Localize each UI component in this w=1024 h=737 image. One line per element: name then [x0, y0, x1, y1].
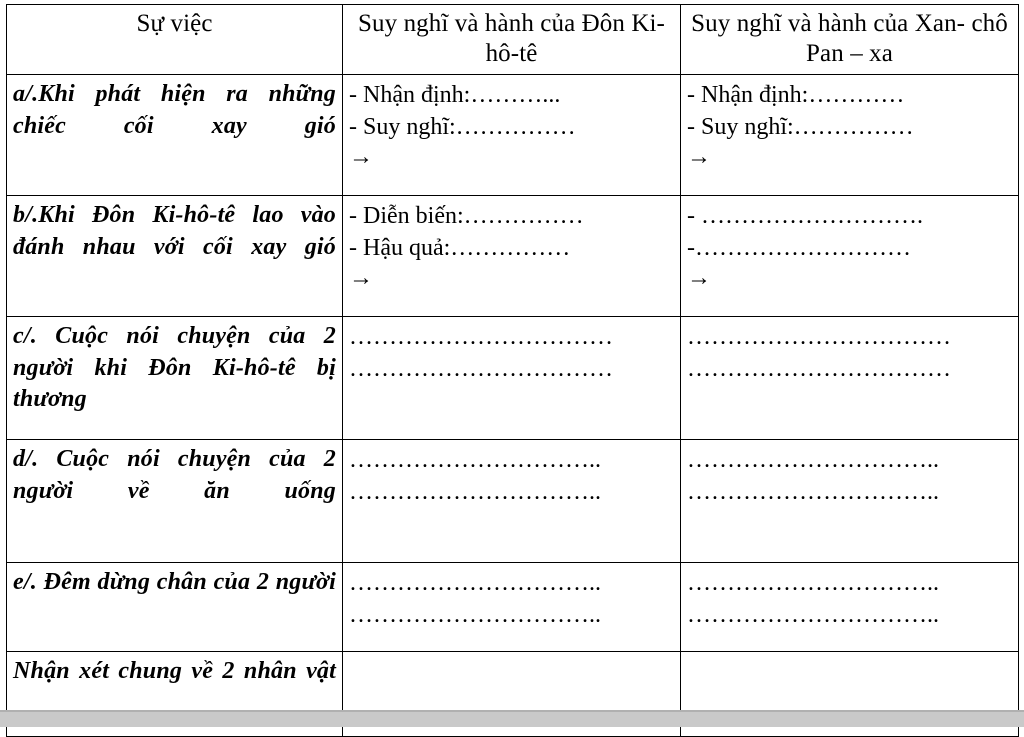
answer-cell-c-don[interactable] — [343, 317, 681, 440]
column-header-event: Sự việc — [7, 5, 343, 75]
answer-cell-d-don[interactable] — [343, 440, 681, 563]
arrow-icon: → — [687, 144, 711, 171]
answer-cell-c-xan[interactable] — [681, 317, 1019, 440]
arrow-icon: → — [349, 265, 373, 292]
answer-line: …………………………… — [349, 356, 613, 383]
answer-line: - Nhận định:………... — [349, 82, 561, 108]
answer-cell-b-don[interactable] — [343, 196, 681, 317]
column-header-xan-cho-panxa: Suy nghĩ và hành của Xan- chô Pan – xa — [681, 5, 1019, 75]
answer-line: …………………………… — [687, 356, 951, 383]
arrow-icon: → — [349, 144, 373, 171]
arrow-icon: → — [687, 265, 711, 292]
answer-cell-e-don[interactable] — [343, 563, 681, 652]
event-cell-a: a/.Khi phát hiện ra những chiếc cối xay gió — [7, 75, 343, 196]
event-cell-b: b/.Khi Đôn Ki-hô-tê lao vào đánh nhau với cối xay gió — [7, 196, 343, 317]
answer-cell-d-xan[interactable] — [681, 440, 1019, 563]
answer-line: - Diễn biến:…………… — [349, 203, 584, 229]
answer-line: - Suy nghĩ:…………… — [349, 114, 576, 141]
answer-line: ………………………….. — [687, 479, 939, 506]
event-cell-e — [7, 563, 343, 652]
event-cell-c: c/. Cuộc nói chuyện của 2 người khi Đôn Ki-hô-tê bị thương — [7, 317, 343, 440]
answer-line: - Hậu quả:…………… — [349, 235, 571, 262]
answer-line: ………………………….. — [349, 479, 601, 506]
answer-line: …………………………… — [687, 324, 951, 350]
table-row — [7, 75, 1019, 196]
page-bottom-band — [0, 712, 1024, 727]
answer-cell-b-xan[interactable] — [681, 196, 1019, 317]
answer-line: ………………………….. — [687, 447, 939, 473]
answer-line: -……………………… — [687, 235, 911, 262]
event-text: e/. Đêm dừng chân của 2 người — [13, 569, 336, 595]
answer-line: - Nhận định:………… — [687, 82, 905, 108]
column-header-don-kihote: Suy nghĩ và hành của Đôn Ki-hô-tê — [343, 5, 681, 75]
table-row — [7, 563, 1019, 652]
answer-line: - ………………………. — [687, 203, 923, 229]
event-cell-summary: Nhận xét chung về 2 nhân vật — [7, 652, 343, 737]
answer-line: ………………………….. — [349, 447, 601, 473]
event-cell-d: d/. Cuộc nói chuyện của 2 người về ăn uống — [7, 440, 343, 563]
table-row — [7, 196, 1019, 317]
table-row — [7, 440, 1019, 563]
answer-line: …………………………… — [349, 324, 613, 350]
answer-line: ………………………….. — [349, 602, 601, 629]
table-row — [7, 317, 1019, 440]
answer-cell-a-don[interactable] — [343, 75, 681, 196]
answer-cell-e-xan[interactable] — [681, 563, 1019, 652]
answer-cell-a-xan[interactable] — [681, 75, 1019, 196]
answer-line: ………………………….. — [349, 570, 601, 596]
answer-line: ………………………….. — [687, 602, 939, 629]
worksheet-table — [6, 4, 1019, 737]
table-header-row — [7, 5, 1019, 75]
answer-line: - Suy nghĩ:…………… — [687, 114, 914, 141]
answer-line: ………………………….. — [687, 570, 939, 596]
